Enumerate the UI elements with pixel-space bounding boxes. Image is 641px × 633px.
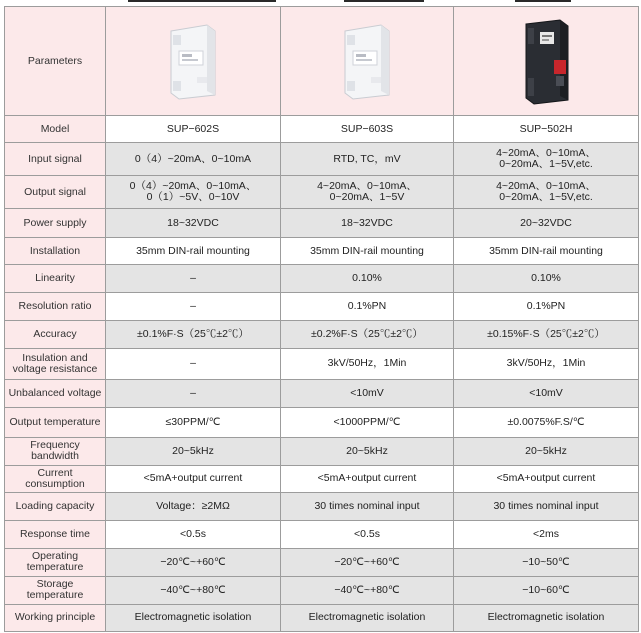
parameter-label: Resolution ratio (5, 293, 106, 321)
parameter-value: <0.5s (106, 520, 281, 548)
parameter-value: −20℃~+60℃ (106, 548, 281, 576)
spec-row-accuracy (5, 321, 639, 349)
parameter-value: <0.5s (281, 520, 454, 548)
parameter-value: ±0.15%F·S（25℃±2℃） (454, 321, 639, 349)
spec-row-power-supply (5, 209, 639, 238)
white-din-rail-module-icon (331, 21, 403, 101)
parameter-label: Working principle (5, 604, 106, 631)
parameter-value: ±0.2%F·S（25℃±2℃） (281, 321, 454, 349)
parameter-value: 18~32VDC (106, 209, 281, 238)
spec-row-current-consumption (5, 465, 639, 492)
parameter-value: <5mA+output current (281, 465, 454, 492)
parameter-value: 4~20mA、0~10mA、 0~20mA、1~5V,etc. (454, 176, 639, 209)
parameter-value: 35mm DIN-rail mounting (454, 238, 639, 265)
parameter-value: 4~20mA、0~10mA、 0~20mA、1~5V (281, 176, 454, 209)
spec-row-unbalanced-voltage (5, 379, 639, 407)
parameter-value: 0（4）~20mA、0~10mA、 0（1）~5V、0~10V (106, 176, 281, 209)
parameter-value: – (106, 379, 281, 407)
spec-row-frequency-bandwidth (5, 437, 639, 465)
spec-table (4, 6, 639, 632)
parameter-value: 35mm DIN-rail mounting (106, 238, 281, 265)
parameter-value: −40℃~+80℃ (106, 576, 281, 604)
product-image-cell (106, 7, 281, 116)
spec-row-loading-capacity (5, 492, 639, 520)
parameter-value: −40℃~+80℃ (281, 576, 454, 604)
parameter-value: <10mV (281, 379, 454, 407)
parameter-value: SUP−502H (454, 116, 639, 143)
parameters-header: Parameters (5, 7, 106, 116)
parameter-label: Output temperature (5, 407, 106, 437)
parameter-value: – (106, 265, 281, 293)
parameter-value: 30 times nominal input (454, 492, 639, 520)
parameter-label: Insulation and voltage resistance (5, 349, 106, 379)
parameter-label: Current consumption (5, 465, 106, 492)
spec-row-storage-temperature (5, 576, 639, 604)
parameter-value: 3kV/50Hz，1Min (454, 349, 639, 379)
parameter-value: <1000PPM/℃ (281, 407, 454, 437)
parameter-label: Linearity (5, 265, 106, 293)
parameter-value: −10~50℃ (454, 548, 639, 576)
parameter-label: Operating temperature (5, 548, 106, 576)
parameter-value: 20~5kHz (281, 437, 454, 465)
parameter-label: Frequency bandwidth (5, 437, 106, 465)
black-din-rail-module-icon (510, 16, 582, 106)
white-din-rail-module-icon (157, 21, 229, 101)
parameter-label: Installation (5, 238, 106, 265)
product-image-cell (454, 7, 639, 116)
parameter-value: 0（4）~20mA、0~10mA (106, 143, 281, 176)
spec-row-operating-temperature (5, 548, 639, 576)
parameter-value: – (106, 293, 281, 321)
parameter-value: 0.10% (281, 265, 454, 293)
parameter-value: <5mA+output current (106, 465, 281, 492)
parameter-label: Accuracy (5, 321, 106, 349)
spec-row-model (5, 116, 639, 143)
parameter-label: Loading capacity (5, 492, 106, 520)
top-rule-2 (344, 0, 424, 2)
spec-row-resolution-ratio (5, 293, 639, 321)
parameter-value: Electromagnetic isolation (106, 604, 281, 631)
parameter-label: Response time (5, 520, 106, 548)
spec-row-insulation-voltage-resistance (5, 349, 639, 379)
parameter-value: Voltage：≥2MΩ (106, 492, 281, 520)
parameter-value: <5mA+output current (454, 465, 639, 492)
parameter-value: −20℃~+60℃ (281, 548, 454, 576)
parameter-value: <10mV (454, 379, 639, 407)
spec-row-response-time (5, 520, 639, 548)
parameter-value: ≤30PPM/℃ (106, 407, 281, 437)
spec-row-input-signal (5, 143, 639, 176)
parameter-value: 35mm DIN-rail mounting (281, 238, 454, 265)
parameter-value: 0.1%PN (281, 293, 454, 321)
parameter-value: 0.1%PN (454, 293, 639, 321)
parameter-value: 0.10% (454, 265, 639, 293)
parameter-label: Input signal (5, 143, 106, 176)
parameter-value: 20~32VDC (454, 209, 639, 238)
parameter-label: Unbalanced voltage (5, 379, 106, 407)
parameter-label: Power supply (5, 209, 106, 238)
parameter-value: SUP−602S (106, 116, 281, 143)
parameter-label: Output signal (5, 176, 106, 209)
parameter-label: Storage temperature (5, 576, 106, 604)
parameter-value: Electromagnetic isolation (281, 604, 454, 631)
parameter-value: SUP−603S (281, 116, 454, 143)
parameter-value: ±0.0075%F.S/℃ (454, 407, 639, 437)
parameter-value: 18~32VDC (281, 209, 454, 238)
spec-row-output-signal (5, 176, 639, 209)
top-rule-1 (128, 0, 276, 2)
parameter-value: −10~60℃ (454, 576, 639, 604)
parameter-value: Electromagnetic isolation (454, 604, 639, 631)
parameter-value: 30 times nominal input (281, 492, 454, 520)
spec-row-working-principle (5, 604, 639, 631)
parameter-value: – (106, 349, 281, 379)
parameter-value: 20~5kHz (454, 437, 639, 465)
parameter-value: 3kV/50Hz，1Min (281, 349, 454, 379)
spec-row-output-temperature (5, 407, 639, 437)
parameter-value: 4~20mA、0~10mA、 0~20mA、1~5V,etc. (454, 143, 639, 176)
spec-row-linearity (5, 265, 639, 293)
product-image-cell (281, 7, 454, 116)
top-rule-3 (515, 0, 571, 2)
spec-row-installation (5, 238, 639, 265)
parameter-value: <2ms (454, 520, 639, 548)
parameter-label: Model (5, 116, 106, 143)
product-image-row (5, 7, 639, 116)
parameter-value: RTD, TC，mV (281, 143, 454, 176)
parameter-value: ±0.1%F·S（25℃±2℃） (106, 321, 281, 349)
parameter-value: 20~5kHz (106, 437, 281, 465)
